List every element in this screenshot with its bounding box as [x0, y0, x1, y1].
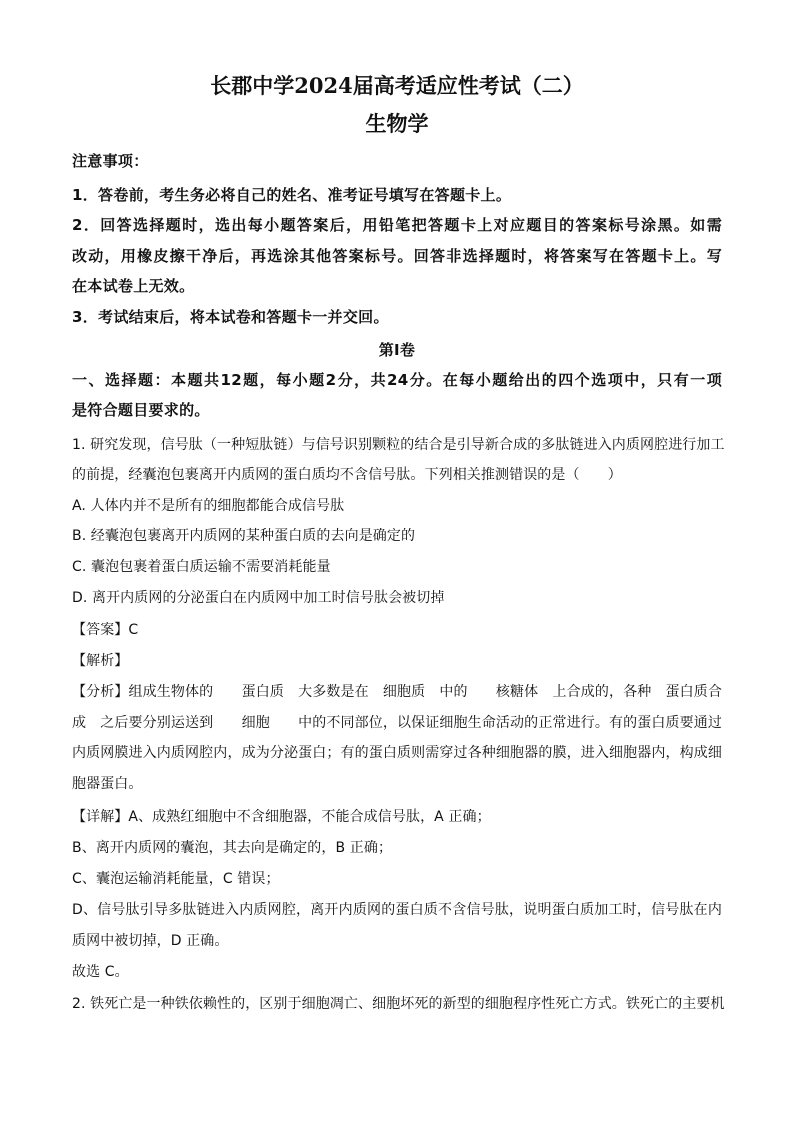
question-stem: 1. 研究发现，信号肽（一种短肽链）与信号识别颗粒的结合是引导新合成的多肽链进入内质网腔进行加工: [72, 437, 725, 453]
detail-line: 质网中被切掉，D 正确。: [72, 933, 229, 949]
notice-item: 改动，用橡皮擦干净后，再选涂其他答案标号。回答非选择题时，将答案写在答题卡上。写: [72, 247, 722, 265]
detail-line: B、离开内质网的囊泡，其去向是确定的，B 正确；: [72, 840, 393, 856]
option-d: D. 离开内质网的分泌蛋白在内质网中加工时信号肽会被切掉: [72, 590, 445, 606]
notice-item: 1．答卷前，考生务必将自己的姓名、准考证号填写在答题卡上。: [72, 186, 512, 204]
conclusion-line: 故选 C。: [72, 964, 129, 980]
option-b: B. 经囊泡包裹离开内质网的某种蛋白质的去向是确定的: [72, 528, 416, 544]
detail-line: D、信号肽引导多肽链进入内质网腔，离开内质网的蛋白质不含信号肽，说明蛋白质加工时，信号肽在内: [72, 902, 722, 918]
notice-item: 在本试卷上无效。: [72, 277, 195, 295]
exam-title: 长郡中学2024届高考适应性考试（二）: [210, 73, 584, 98]
analysis-line: 成 之后要分别运送到 细胞 中的不同部位，以保证细胞生命活动的正常进行。有的蛋白质要通过: [72, 715, 722, 731]
analysis-label: 【解析】: [72, 653, 129, 669]
analysis-line: 【分析】组成生物体的 蛋白质 大多数是在 细胞质 中的 核糖体 上合成的，各种 蛋白质合: [72, 684, 722, 700]
detail-line: 【详解】A、成熟红细胞中不含细胞器，不能合成信号肽，A 正确；: [72, 809, 491, 825]
option-a: A. 人体内并不是所有的细胞都能合成信号肽: [72, 498, 345, 514]
analysis-line: 内质网膜进入内质网腔内，成为分泌蛋白；有的蛋白质则需穿过各种细胞器的膜，进入细胞器内，构成细: [72, 745, 722, 761]
question-stem: 2. 铁死亡是一种铁依赖性的，区别于细胞凋亡、细胞坏死的新型的细胞程序性死亡方式。铁死亡的主要机: [72, 996, 725, 1012]
question-stem: 的前提，经囊泡包裹离开内质网的蛋白质均不含信号肽。下列相关推测错误的是（ ）: [72, 467, 622, 483]
analysis-line: 胞器蛋白。: [72, 776, 143, 792]
notice-heading: 注意事项：: [72, 152, 149, 170]
subject-title: 生物学: [365, 111, 429, 136]
volume-heading: 第Ⅰ卷: [378, 341, 416, 359]
answer-label: 【答案】C: [72, 622, 139, 638]
notice-item: 3．考试结束后，将本试卷和答题卡一并交回。: [72, 308, 389, 326]
option-c: C. 囊泡包裹着蛋白质运输不需要消耗能量: [72, 559, 331, 575]
section-heading: 一、选择题：本题共12题，每小题2分，共24分。在每小题给出的四个选项中，只有一项: [72, 371, 722, 389]
section-heading-cont: 是符合题目要求的。: [72, 401, 210, 419]
detail-line: C、囊泡运输消耗能量，C 错误；: [72, 871, 280, 887]
notice-item: 2．回答选择题时，选出每小题答案后，用铅笔把答题卡上对应题目的答案标号涂黑。如需: [72, 216, 722, 234]
